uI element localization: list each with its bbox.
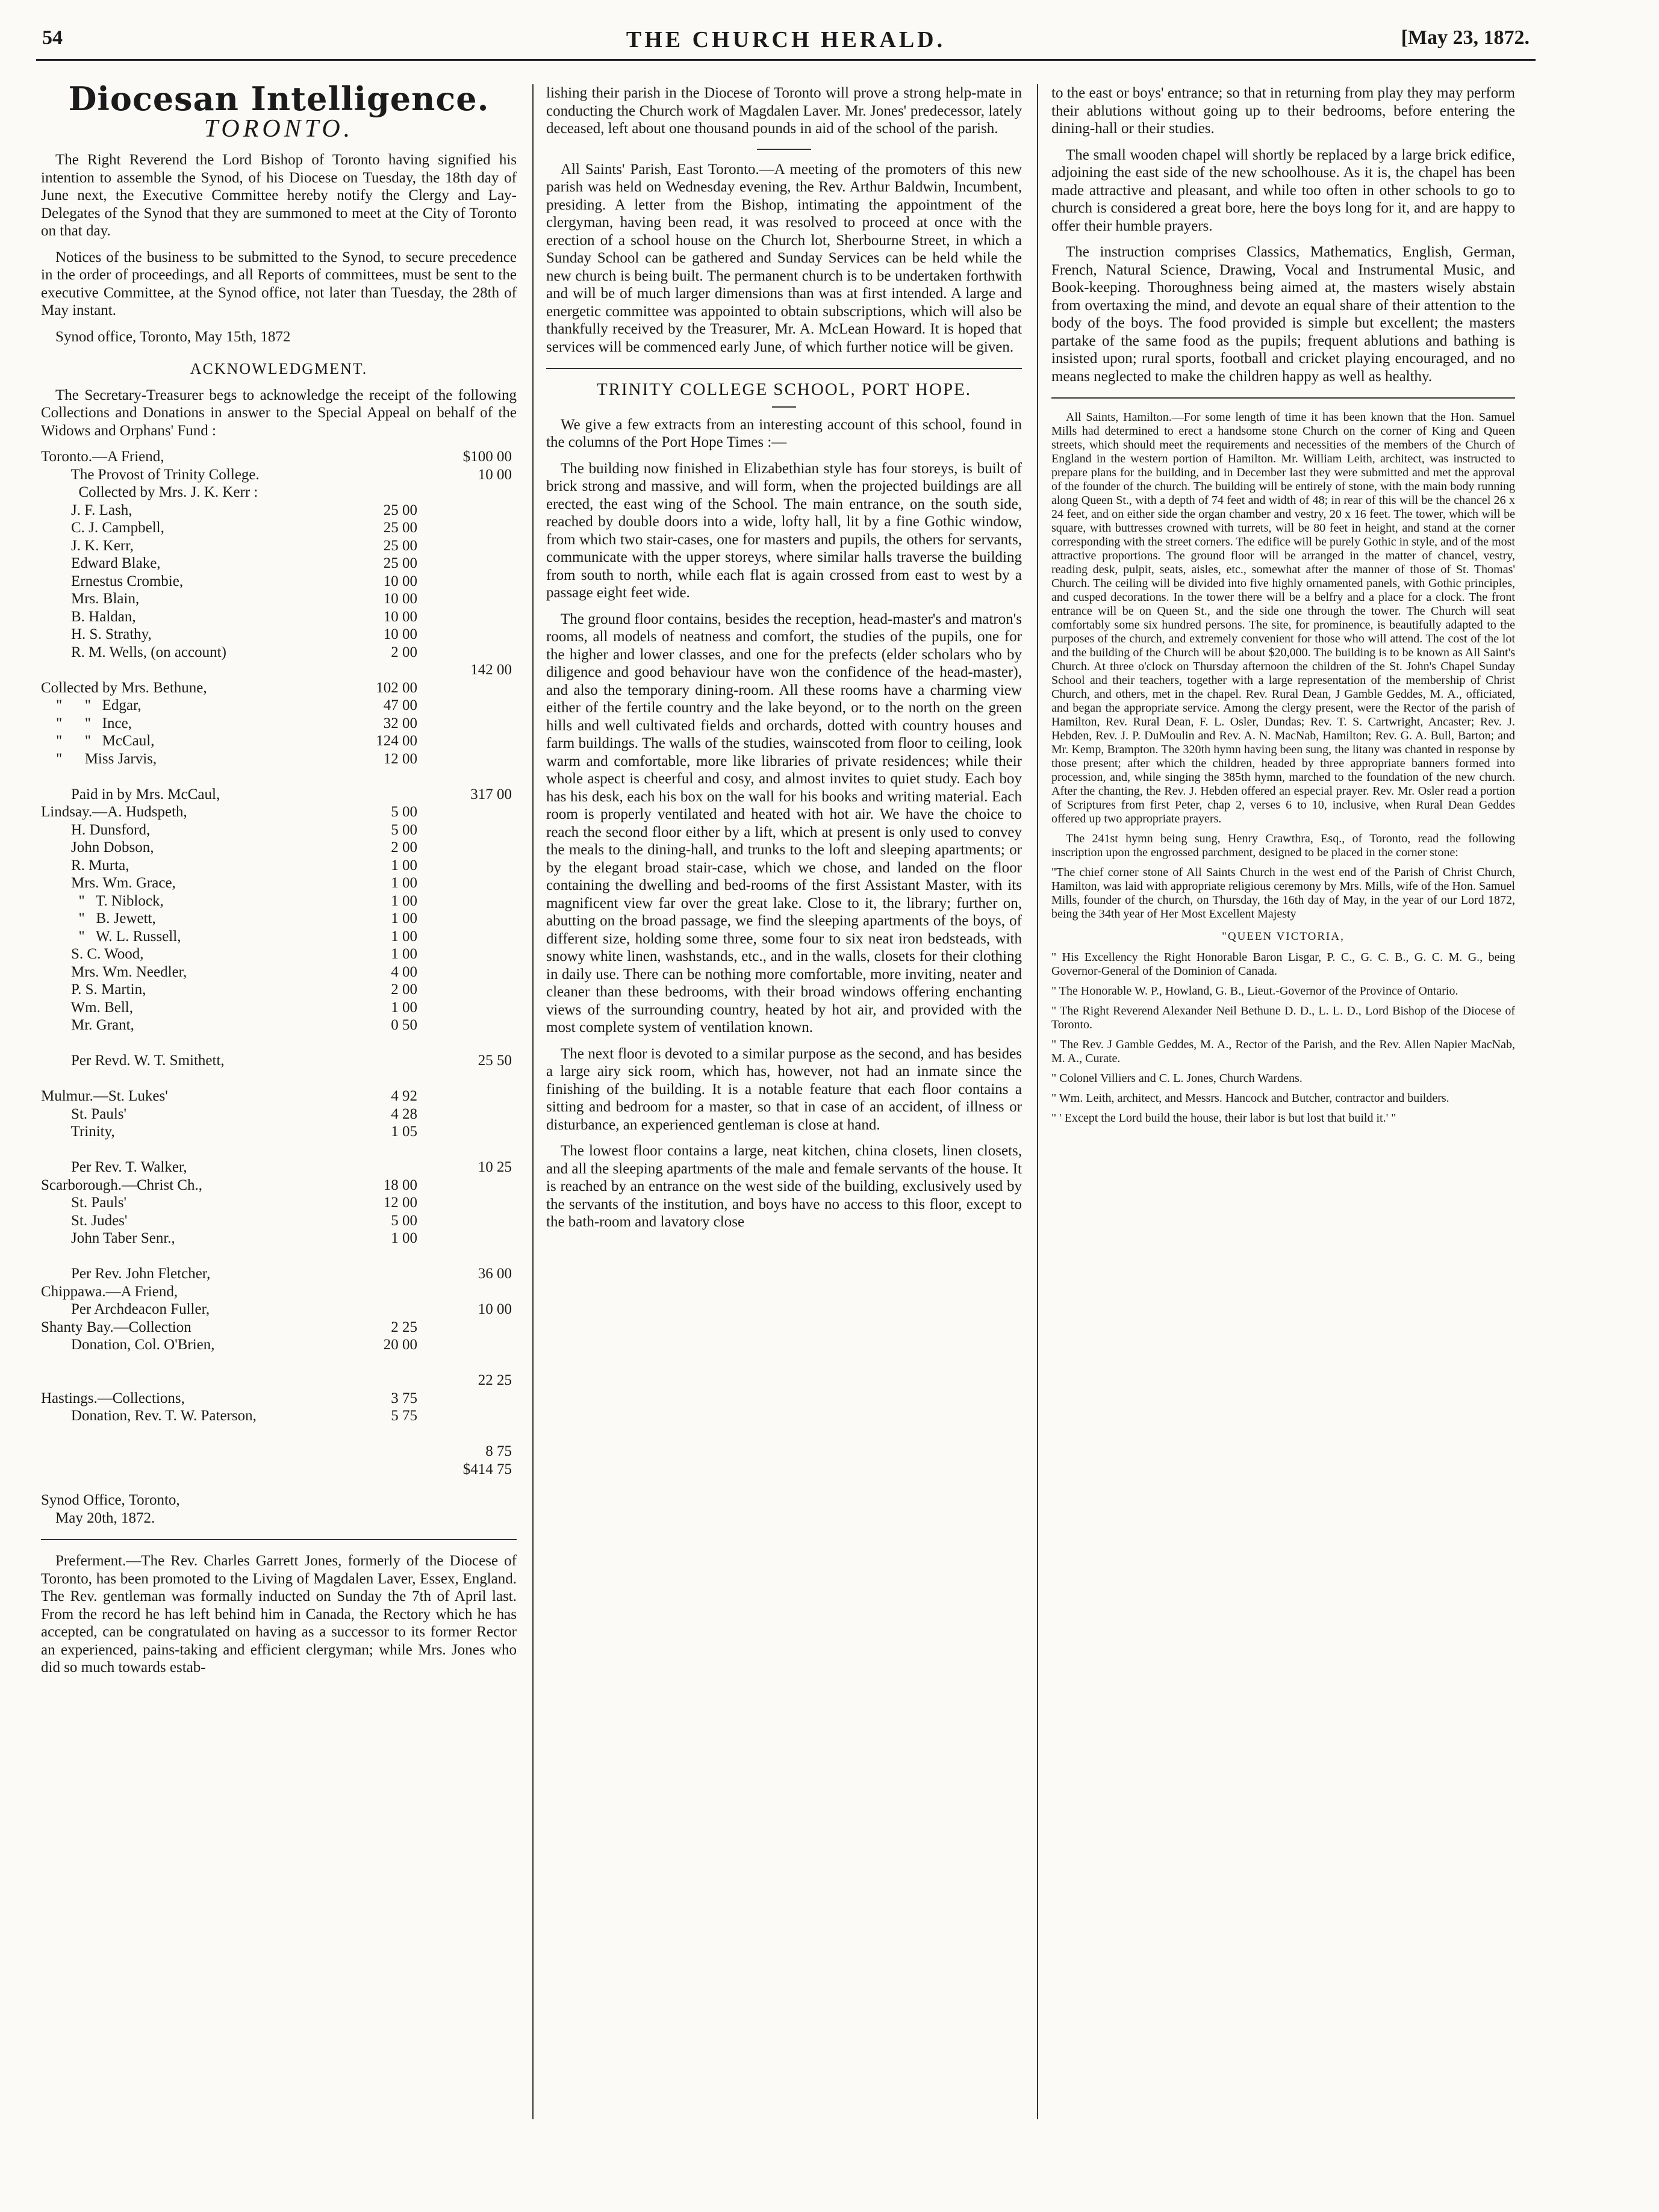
column-divider — [1037, 84, 1038, 2119]
ledger-row — [41, 1407, 517, 1425]
ledger-label: Mulmur.—St. Lukes' — [41, 1088, 168, 1104]
ledger-row — [41, 590, 517, 608]
ledger-label: " Miss Jarvis, — [41, 750, 157, 767]
ledger-label: Per Rev. John Fletcher, — [41, 1266, 211, 1282]
ledger-amount: 1 00 — [391, 875, 417, 891]
article-paragraph: to the east or boys' entrance; so that in returning from play they may perform their ablutions without going up to their bedrooms, before entering the dining-hall or their studies. — [1051, 85, 1515, 137]
ledger-label: C. J. Campbell, — [41, 520, 164, 536]
ledger-row — [41, 1247, 517, 1266]
ledger-amount: 1 00 — [391, 910, 417, 927]
ledger-label: Ernestus Crombie, — [41, 573, 184, 589]
inscription-line: " The Honorable W. P., Howland, G. B., Lieut.-Governor of the Province of Ontario. — [1051, 984, 1458, 998]
ledger-row — [41, 945, 517, 963]
ledger-amount: 1 00 — [391, 999, 417, 1016]
ledger-amount: 5 00 — [391, 821, 417, 838]
ledger-amount: 2 25 — [391, 1319, 417, 1335]
ledger-row — [41, 1212, 517, 1230]
ledger-row — [41, 768, 517, 786]
ledger-row — [41, 537, 517, 555]
ledger-label: Shanty Bay.—Collection — [41, 1319, 191, 1335]
ledger-amount: 2 00 — [391, 644, 417, 660]
ledger-subtotal: 22 25 — [478, 1372, 512, 1388]
ledger-label: B. Haldan, — [41, 608, 136, 625]
ledger-label: St. Judes' — [41, 1212, 128, 1229]
ledger-row — [41, 1141, 517, 1159]
ledger-amount: 124 00 — [376, 733, 417, 749]
ledger-amount: 3 75 — [391, 1390, 417, 1406]
ledger-amount: 1 00 — [391, 946, 417, 962]
ledger-label: Scarborough.—Christ Ch., — [41, 1176, 203, 1193]
ledger-amount: 25 00 — [383, 520, 417, 536]
ledger-amount: 12 00 — [383, 1195, 417, 1211]
article-paragraph: The lowest floor contains a large, neat kitchen, china closets, linen closets, and all the sleeping apartments of the male and female servants of the house. It is reached by an entrance on the west side of the building, exclusively used by the servants of the institution, and boys have no access to this floor, except to the bath-room and lavatory close — [546, 1143, 1022, 1230]
ledger-row — [41, 1229, 517, 1247]
ledger-row — [41, 1176, 517, 1195]
ledger-subtotal: 10 00 — [478, 1301, 512, 1317]
inscription-line: " Wm. Leith, architect, and Messrs. Hancock and Butcher, contractor and builders. — [1051, 1092, 1449, 1105]
ledger-row — [41, 483, 517, 502]
ledger-subtotal: 10 00 — [478, 466, 512, 483]
section-divider — [41, 1539, 517, 1540]
ledger-row — [41, 892, 517, 910]
ledger-label: Mr. Grant, — [41, 1017, 134, 1033]
ledger-row — [41, 981, 517, 999]
synod-signoff: Synod office, Toronto, May 15th, 1872 — [55, 328, 291, 345]
ledger-label: John Dobson, — [41, 839, 154, 856]
ledger-subtotal: $414 75 — [462, 1461, 512, 1477]
ledger-row — [41, 555, 517, 573]
signoff-date: May 20th, 1872. — [55, 1509, 155, 1526]
article-paragraph: The instruction comprises Classics, Mathematics, English, German, French, Natural Science, Drawing, Vocal and Instrumental Music, and Book-keeping. Thoroughness being aimed at, the masters wisely abstain from overtaxing the mind, and devote an equal share of their attention to the body of the boys. The food provided is simple but excellent; the masters partake of the same food as the pupils; frequent ablutions and bathing is insisted upon; rural sports, football and cricket playing encouraged, and no means neglected to make the children happy as well as healthy. — [1051, 244, 1515, 385]
ledger-amount: 1 05 — [391, 1123, 417, 1140]
ledger-label: Mrs. Wm. Grace, — [41, 875, 176, 891]
ledger-label: S. C. Wood, — [41, 946, 144, 962]
ledger-subtotal: 25 50 — [478, 1052, 512, 1069]
column-2 — [546, 84, 1022, 2143]
section-title: Diocesan Intelligence. — [68, 84, 490, 118]
ledger-row — [41, 1158, 517, 1176]
section-divider — [772, 406, 796, 408]
ledger-row — [41, 1265, 517, 1283]
section-divider — [1051, 397, 1515, 399]
ledger-row — [41, 1194, 517, 1212]
article-paragraph: The next floor is devoted to a similar purpose as the second, and has besides a large airy sick room, which has, however, not had an inmate since the finishing of the building. It is a notable feature that each floor contains a sitting and bedroom for a master, so that in case of an accident, of illness or disturbance, an experienced gentleman is close at hand. — [546, 1045, 1022, 1133]
ledger-row — [41, 821, 517, 839]
ledger-amount: 2 00 — [391, 981, 417, 998]
ledger-label: Per Archdeacon Fuller, — [41, 1301, 210, 1317]
ledger-amount: 10 00 — [383, 626, 417, 642]
ledger-label: Collected by Mrs. J. K. Kerr : — [41, 484, 258, 500]
column-1 — [41, 84, 517, 2143]
ledger-label: R. M. Wells, (on account) — [41, 644, 226, 660]
issue-date: [May 23, 1872. — [1401, 26, 1530, 49]
ledger-amount: 10 00 — [383, 591, 417, 607]
ledger-label: J. F. Lash, — [41, 502, 132, 518]
ack-text: The Secretary-Treasurer begs to acknowledge the receipt of the following Collections and Donations in answer to the Special Appeal on behalf of the Widows and Orphans' Fund : — [41, 387, 517, 439]
ledger-amount: 5 00 — [391, 1212, 417, 1229]
ledger-amount: 0 50 — [391, 1017, 417, 1033]
ledger-amount: 2 00 — [391, 839, 417, 856]
ledger-amount: 1 00 — [391, 928, 417, 945]
ledger-row — [41, 715, 517, 733]
ledger-row — [41, 1461, 517, 1479]
ledger-label: Mrs. Wm. Needler, — [41, 963, 187, 980]
donation-ledger — [41, 448, 517, 1478]
ledger-label: " " Ince, — [41, 715, 132, 732]
ledger-row — [41, 502, 517, 520]
article-paragraph: The small wooden chapel will shortly be replaced by a large brick edifice, adjoining the east side of the new schoolhouse. As it is, the chapel has been made attractive and pleasant, and while too often in other schools to go to church is considered a great bore, here the boys long for it, and are happy to offer their humble prayers. — [1051, 146, 1515, 234]
ledger-label: R. Murta, — [41, 857, 129, 874]
ledger-label: P. S. Martin, — [41, 981, 146, 998]
ledger-row — [41, 928, 517, 946]
ledger-amount: 18 00 — [383, 1176, 417, 1193]
ledger-label: " " McCaul, — [41, 733, 155, 749]
ledger-amount: 4 28 — [391, 1105, 417, 1122]
ledger-label: Chippawa.—A Friend, — [41, 1283, 178, 1300]
inscription-line: " Colonel Villiers and C. L. Jones, Church Wardens. — [1051, 1072, 1303, 1085]
ledger-row — [41, 1336, 517, 1354]
ledger-row — [41, 1372, 517, 1390]
ledger-row — [41, 1443, 517, 1461]
header-rule — [36, 59, 1536, 61]
inscription-line: " The Right Reverend Alexander Neil Bethune D. D., L. L. D., Lord Bishop of the Diocese of Toronto. — [1051, 1004, 1515, 1031]
ledger-subtotal: 10 25 — [478, 1159, 512, 1175]
inscription-queen: "QUEEN VICTORIA, — [1222, 930, 1345, 943]
ledger-label: " W. L. Russell, — [41, 928, 181, 945]
ledger-amount: 12 00 — [383, 750, 417, 767]
ledger-row — [41, 874, 517, 892]
ledger-amount: 102 00 — [376, 679, 417, 696]
ledger-subtotal: 36 00 — [478, 1266, 512, 1282]
ledger-row — [41, 1105, 517, 1123]
inscription-line: " The Rev. J Gamble Geddes, M. A., Rector of the Parish, and the Rev. Allen Napier MacNab, M. A., Curate. — [1051, 1038, 1515, 1065]
ledger-row — [41, 803, 517, 821]
ledger-subtotal: 8 75 — [485, 1443, 512, 1459]
ledger-amount: 25 00 — [383, 502, 417, 518]
ledger-row — [41, 839, 517, 857]
ledger-row — [41, 786, 517, 804]
hymn-paragraph: The 241st hymn being sung, Henry Crawthra, Esq., of Toronto, read the following inscription upon the engrossed parchment, designed to be placed in the corner stone: — [1051, 832, 1515, 859]
synod-notice: Notices of the business to be submitted to the Synod, to secure precedence in the order of proceedings, and all Reports of committees, must be sent to the executive Committee, at the Synod office, not later than Tuesday, the 28th of May instant. — [41, 249, 517, 318]
ledger-label: Edward Blake, — [41, 555, 161, 571]
ledger-label: St. Pauls' — [41, 1195, 127, 1211]
ledger-label: Toronto.—A Friend, — [41, 449, 164, 465]
ledger-row — [41, 1016, 517, 1034]
page-number: 54 — [42, 26, 63, 49]
article-paragraph: The ground floor contains, besides the reception, head-master's and matron's rooms, all models of neatness and comfort, the studies of the pupils, one for the higher and lower classes, and one for the prefects (elder scholars who by diligence and good behaviour have won the confidence of the head-master), and also the temporary dining-room. All these rooms have a charming view either of the fertile country and the lake beyond, or to the north on the green hills and well cultivated fields and orchards, dotted with country houses and farm buildings. The walls of the studies, wainscoted from floor to ceiling, look warm and comfortable, more like libraries of private residences; while their whole aspect is cheerful and cosy, and almost invites to quiet study. Each boy has his desk, each his box on the wall for his books and writing material. Each room is properly ventilated and heated with hot air. We have the choice to reach the second floor either by a lift, which at present is only used to convey the meals to the dining-hall, and trunks to the loft and sleeping apartments; or by the elegant broad stair-case, which we chose, and landed on the floor containing the dwelling and bed-rooms of the first Assistant Master, with its magnificent view far over the great lake. Close to it, the library; further on, abutting on the broad passage, we find the sleeping apartments of the boys, of different size, holding some three, some four to six neat iron bedsteads, with snowy white linen, washstands, etc., and in the walls, closets for their clothing in daily use. There can be nothing more comfortable, more inviting, neater and cleaner than these bedrooms, with their broad windows offering enchanting views of the surrounding country, heated by hot air, and provided with the most complete system of ventilation known. — [546, 610, 1022, 1036]
ledger-row — [41, 999, 517, 1017]
ledger-row — [41, 1087, 517, 1105]
article-paragraph: The building now finished in Elizabethian style has four storeys, is built of brick strong and massive, and will form, when the projected buildings are all erected, the east wing of the School. The main entrance, on the south side, reached by double doors into a wide, lofty hall, lit by a fine Gothic window, from which two stair-cases, one for masters and pupils, the others for servants, communicate with the upper storeys, where similar halls traverse the building from south to north, while each flat is again crossed from east to west by a passage eight feet wide. — [546, 460, 1022, 601]
preferment-continued: lishing their parish in the Diocese of Toronto will prove a strong help-mate in conducting the Church work of Magdalen Laver. Mr. Jones' predecessor, lately deceased, left about one thousand pounds in aid of the school of the parish. — [546, 85, 1022, 137]
ledger-row — [41, 1070, 517, 1088]
ledger-label: Trinity, — [41, 1123, 115, 1140]
ledger-row — [41, 1319, 517, 1337]
ledger-row — [41, 910, 517, 928]
ledger-amount: 10 00 — [383, 608, 417, 625]
ledger-label: Paid in by Mrs. McCaul, — [41, 786, 220, 803]
ledger-amount: 25 00 — [383, 555, 417, 571]
page-header — [42, 26, 1530, 58]
ledger-label: Lindsay.—A. Hudspeth, — [41, 804, 187, 820]
ledger-row — [41, 1390, 517, 1408]
ledger-row — [41, 1052, 517, 1070]
ledger-label: " T. Niblock, — [41, 892, 164, 909]
section-divider — [546, 368, 1022, 369]
ledger-amount: 5 75 — [391, 1408, 417, 1424]
ledger-label: Donation, Col. O'Brien, — [41, 1337, 215, 1353]
inscription-intro: "The chief corner stone of All Saints Church in the west end of the Parish of Christ Church, Hamilton, was laid with appropriate religious ceremony by Mrs. Mills, wife of the Hon. Samuel Mills, founder of the church, on Thursday, the 16th day of May, in the year of our Lord 1872, being the 34th year of Her Most Excellent Majesty — [1051, 866, 1515, 921]
ledger-amount: 1 00 — [391, 892, 417, 909]
ledger-amount: 1 00 — [391, 1230, 417, 1246]
ledger-label: " " Edgar, — [41, 697, 142, 713]
ledger-amount: 4 00 — [391, 963, 417, 980]
ledger-row — [41, 626, 517, 644]
ledger-row — [41, 644, 517, 662]
ledger-amount: 5 00 — [391, 804, 417, 820]
ledger-row — [41, 732, 517, 750]
ledger-amount: 32 00 — [383, 715, 417, 732]
inscription-line: " ' Except the Lord build the house, their labor is but lost that build it.' " — [1051, 1111, 1396, 1125]
ledger-label: H. Dunsford, — [41, 821, 151, 838]
section-divider — [757, 149, 811, 150]
ledger-row — [41, 1354, 517, 1372]
ledger-label: St. Pauls' — [41, 1105, 127, 1122]
ledger-subtotal: 142 00 — [470, 662, 512, 678]
ledger-label: Mrs. Blain, — [41, 591, 140, 607]
ack-heading: ACKNOWLEDGMENT. — [190, 360, 368, 377]
masthead: THE CHURCH HERALD. — [626, 27, 946, 52]
signoff-office: Synod Office, Toronto, — [41, 1492, 180, 1508]
ledger-label: " B. Jewett, — [41, 910, 156, 927]
ledger-row — [41, 466, 517, 484]
ledger-amount: 25 00 — [383, 537, 417, 554]
ledger-label: Per Revd. W. T. Smithett, — [41, 1052, 225, 1069]
column-3 — [1051, 84, 1515, 2143]
preferment-article: Preferment.—The Rev. Charles Garrett Jones, formerly of the Diocese of Toronto, has been promoted to the Living of Magdalen Laver, Essex, England. The Rev. gentleman was formally inducted on Sunday the 7th of April last. From the record he has left behind him in Canada, the Rectory which he has accepted, can be congratulated on having as a successor to its former Rector an experienced, pains-taking and efficient clergyman; while Mrs. Jones who did so much towards estab- — [41, 1553, 517, 1676]
article-intro: We give a few extracts from an interesting account of this school, found in the columns of the Port Hope Times :— — [546, 416, 1022, 450]
ledger-row — [41, 679, 517, 697]
ledger-row — [41, 608, 517, 626]
ledger-amount: 1 00 — [391, 857, 417, 874]
all-saints-hamilton: All Saints, Hamilton.—For some length of time it has been known that the Hon. Samuel Mills had determined to erect a handsome stone Church on the corner of King and Queen streets, which should meet the requirements and necessities of the members of the Church of England in the western portion of Hamilton. Mr. William Leith, architect, was instructed to prepare plans for the building, and in December last they were submitted and met the approval of the founder of the church. The building will be entirely of stone, with the main body running along Queen St., with a depth of 74 feet and width of 48; in rear of this will be the chancel 26 x 24 feet, and on either side the organ chamber and vestry, 20 x 16 feet. The tower, which will be square, with buttresses crowned with turrets, will be 80 feet in height, and stand at the corner corresponding with the street corners. The edifice will be purely Gothic in style, and of the most attractive proportions. The ground floor will be arranged in the matter of chancel, vestry, reading desk, pulpit, seats, aisles, etc., somewhat after the manner of those of St. Thomas' Church. The ceiling will be divided into five highly ornamented panels, with Gothic principles, and cusped decorations. In the tower there will be a belfry and a place for a clock. The front entrance will be on Queen St., and the side one through the tower. The Church will seat comfortably some six hundred persons. The site, for prominence, is beautifully adapted to the purposes of the church, and extremely convenient for those who will attend. The cost of the lot and the building of the Church will be about $20,000. The building is to be known as All Saint's Church. At three o'clock on Thursday afternoon the children of the St. John's Chapel Sunday School and their teachers, together with a large representation of the membership of Christ Church, and others, met in the chapel. Rev. Rural Dean, J Gamble Geddes, M. A., officiated, and began the appropriate service. Among the clergy present, were the Rector of the parish of Hamilton, Rev. Rural Dean, F. L. Osler, Dundas; Rev. T. S. Cartwright, Ancaster; Rev. J. Hebden, Rev. J. P. DuMoulin and Rev. A. N. MacNab, Hamilton; Rev. G. A. Bull, Barton; and Mr. Kemp, Brampton. The 320th hymn having been sung, the litany was chanted in response by those present; after which the children, headed by three appropriate banners formed into procession, and, while singing the 385th hymn, marched to the foundation of the new church. After the chanting, the Rev. J. Hebden offered an especial prayer. Rev. Mr. Osler read a portion of Scriptures from first Peter, chap 2, verses 6 to 10, inclusive, when Rural Dean Geddes offered up two appropriate prayers. — [1051, 411, 1515, 825]
ledger-row — [41, 1034, 517, 1052]
ledger-label: Collected by Mrs. Bethune, — [41, 679, 207, 696]
ledger-subtotal: $100 00 — [462, 449, 512, 465]
ledger-row — [41, 857, 517, 875]
ledger-subtotal: 317 00 — [470, 786, 512, 803]
ledger-amount: 47 00 — [383, 697, 417, 713]
ledger-amount: 20 00 — [383, 1337, 417, 1353]
ledger-row — [41, 519, 517, 537]
diocese-heading: TORONTO. — [204, 114, 354, 143]
synod-notice: The Right Reverend the Lord Bishop of Toronto having signified his intention to assemble the Synod, of his Diocese on Tuesday, the 18th day of June next, the Executive Committee hereby notify the Clergy and Lay-Delegates of the Synod that they are summoned to meet at the City of Toronto on that day. — [41, 152, 517, 239]
article-heading: TRINITY COLLEGE SCHOOL, PORT HOPE. — [596, 380, 972, 399]
ledger-row — [41, 1283, 517, 1301]
ledger-label: Wm. Bell, — [41, 999, 134, 1016]
ledger-label: Per Rev. T. Walker, — [41, 1159, 187, 1175]
ledger-row — [41, 448, 517, 466]
column-divider — [532, 84, 534, 2119]
inscription-line: " His Excellency the Right Honorable Baron Lisgar, P. C., G. C. B., G. C. M. G., being Governor-General of the Dominion of Canada. — [1051, 951, 1515, 978]
ledger-row — [41, 1425, 517, 1443]
ledger-row — [41, 750, 517, 768]
ledger-label: H. S. Strathy, — [41, 626, 152, 642]
ledger-label: John Taber Senr., — [41, 1230, 175, 1246]
ledger-label: J. K. Kerr, — [41, 537, 134, 554]
ledger-row — [41, 661, 517, 679]
ledger-row — [41, 1300, 517, 1319]
ledger-amount: 4 92 — [391, 1088, 417, 1104]
ledger-row — [41, 697, 517, 715]
ledger-label: The Provost of Trinity College. — [41, 466, 260, 483]
ledger-label: Hastings.—Collections, — [41, 1390, 185, 1406]
ledger-amount: 10 00 — [383, 573, 417, 589]
all-saints-east-toronto: All Saints' Parish, East Toronto.—A meeting of the promoters of this new parish was held on Wednesday evening, the Rev. Arthur Baldwin, Incumbent, presiding. A letter from the Bishop, intimating the appointment of the clergyman, having been read, it was resolved to proceed at once with the erection of a school house on the Church lot, Sherbourne Street, in which a Sunday School can be gathered and Sunday Services can be held while the new church is being built. The permanent church is to be undertaken forthwith and will be of much larger dimensions than was at first intended. A large and energetic committee was appointed to obtain subscriptions, which will also be thankfully received by the Treasurer, Mr. A. McLean Howard. It is hoped that services will be commenced early June, of which further notice will be given. — [546, 161, 1022, 355]
ledger-row — [41, 1123, 517, 1141]
ledger-row — [41, 963, 517, 981]
ledger-label: Donation, Rev. T. W. Paterson, — [41, 1408, 257, 1424]
ledger-row — [41, 573, 517, 591]
